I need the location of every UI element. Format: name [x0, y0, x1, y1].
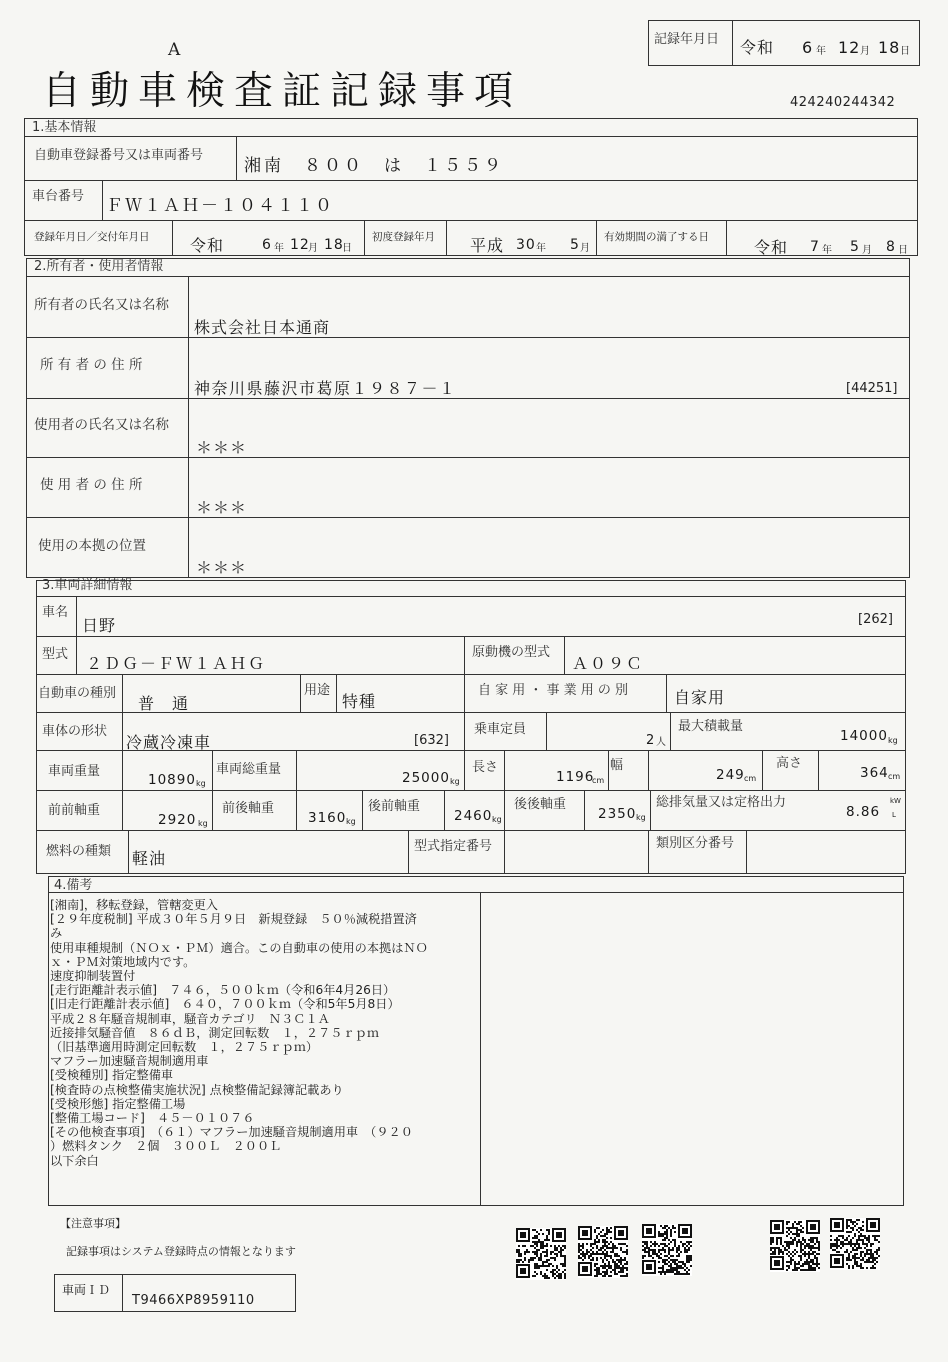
remarks-line: [旧走行距離計表示値] ６４０，７００ｋｍ（令和5年5月8日） [50, 997, 400, 1012]
remarks-line: [受検種別] 指定整備車 [50, 1068, 174, 1083]
usage-value: 特種 [342, 692, 377, 711]
document-page: A 自動車検査証記録事項 記録年月日 令和 6 年 12 月 18 日 424240244342 1.基本情報 自動車登録番号又は車両番号 湘南 ８００ は １５５９ 車台番号 ＦＷ１ＡＨ－１０４１１０ 登録年月日／交付年月日 令和 6 年 12 月 18 日 初度登録年月 平成 30 年 5 月 有効期間の満了する日 令和 7 年 5 月 8 日 2.所有者・使用者情報 所有者の氏名又は名称 株式会社日本通商 所 有 者 の 住 所 神奈川県藤沢市葛原１９８７－１ [44251] 使用者の氏名又は名称 ＊＊＊ 使 用 者 の 住 所 ＊＊＊ 使用の本拠の位置 ＊＊＊ 3.車両詳細情報 車名 日野 [262] 型式 ２ＤＧ－ＦＷ１ＡＨＧ 原動機の型式 Ａ０９Ｃ 自動車の種別 普 通 用途 特種 自 家 用 ・ 事 業 用 の 別 自家用 車体の形状 冷蔵冷凍車 [632] 乗車定員 2 人 最大積載量 14000 kg 車両重量 10890 kg 車両総重量 25000 kg 長さ 1196 cm 幅 249 cm 高さ 364 cm 前前軸重 2920 kg 前後軸重 3160 kg 後前軸重 2460 kg 後後軸重 2350 kg 総排気量又は定格出力 8.86 kW L 燃料の種類 軽油 型式指定番号 類別区分番号 4.備考 [湘南]，移転登録，管轄変更入 [２９年度税制] 平成３０年５月９日 新規登録 ５０％減税措置済 み 使用車種規制（ＮＯｘ・ＰＭ）適合。この自動車の使用の本拠はＮＯ ｘ・ＰＭ対策地域内です。 速度抑制装置付 [走行距離計表示値] ７４６，５００ｋｍ（令和6年4月26日） [旧走行距離計表示値] ６４０，７００ｋｍ（令和5年5月8日） 平成２８年騒音規制車，騒音カテゴリ Ｎ３Ｃ１Ａ 近接排気騒音値 ８６ｄＢ，測定回転数 １，２７５ｒｐｍ （旧基準適用時測定回転数 １，２７５ｒｐｍ） マフラー加速騒音規制適用車 [受検種別] 指定整備車 [検査時の点検整備実施状況] 点検整備記録簿記載あり [受検形態] 指定整備工場 [整備工場コード] ４５－０１０７６ [その他検査事項] （６１）マフラー加速騒音規制適用車 （９２０ ）燃料タンク ２個 ３００Ｌ ２００Ｌ 以下余白 【注意事項】 記録事項はシステム登録時点の情報となります 車両ＩＤ T9466XP8959110 [0, 0, 948, 1362]
private-value: 自家用 [674, 688, 726, 707]
body-label: 車体の形状 [42, 724, 108, 739]
record-date-label: 記録年月日 [654, 32, 720, 47]
notice-text: 記録事項はシステム登録時点の情報となります [66, 1245, 296, 1258]
engine-value: Ａ０９Ｃ [572, 654, 645, 673]
remarks-line: 使用車種規制（ＮＯｘ・ＰＭ）適合。この自動車の使用の本拠はＮＯ [50, 940, 428, 955]
reg-no-value: 湘南 ８００ は １５５９ [244, 156, 504, 176]
weight-label: 車両重量 [48, 764, 101, 779]
max-load-label: 最大積載量 [678, 719, 744, 734]
remarks-line: [湘南]，移転登録，管轄変更入 [50, 898, 218, 912]
owner-name-value: 株式会社日本通商 [194, 318, 331, 337]
chassis-value: ＦＷ１ＡＨ－１０４１１０ [106, 196, 334, 216]
fuel-value: 軽油 [132, 849, 167, 868]
base-location-label: 使用の本拠の位置 [38, 538, 146, 554]
section-vehicle-title: 3.車両詳細情報 [42, 578, 133, 593]
expiry-label: 有効期間の満了する日 [604, 231, 709, 243]
vehicle-id-label: 車両ＩＤ [62, 1283, 111, 1297]
base-location-value: ＊＊＊ [196, 558, 248, 577]
ff-axle-label: 前前軸重 [48, 803, 101, 818]
remarks-line: ｘ・ＰＭ対策地域内です。 [50, 954, 196, 969]
user-address-label: 使 用 者 の 住 所 [40, 477, 143, 493]
displacement-value: 8.86 [846, 804, 881, 820]
qr-code-icon [770, 1220, 820, 1272]
section-remarks-title: 4.備考 [54, 878, 93, 893]
category-label: 類別区分番号 [656, 836, 735, 851]
remarks-line: 平成２８年騒音規制車，騒音カテゴリ Ｎ３Ｃ１Ａ [50, 1011, 330, 1026]
user-address-value: ＊＊＊ [196, 498, 248, 517]
model-label: 型式 [42, 647, 69, 662]
owner-address-value: 神奈川県藤沢市葛原１９８７－１ [194, 379, 457, 398]
qr-code-icon [578, 1226, 628, 1278]
height-value: 364 [860, 765, 889, 781]
remarks-line: マフラー加速騒音規制適用車 [50, 1054, 209, 1069]
remarks-line: み [50, 926, 63, 941]
remarks-line: 近接排気騒音値 ８６ｄＢ，測定回転数 １，２７５ｒｐｍ [50, 1025, 380, 1040]
vehicle-name-code: [262] [858, 612, 893, 627]
width-label: 幅 [610, 758, 624, 773]
private-label: 自 家 用 ・ 事 業 用 の 別 [478, 683, 629, 698]
vehicle-id-value: T9466XP8959110 [132, 1293, 255, 1308]
document-number: 424240244342 [790, 95, 896, 110]
body-value: 冷蔵冷凍車 [126, 733, 212, 752]
rr-axle-label: 後後軸重 [514, 797, 567, 812]
remarks-line: [整備工場コード] ４５－０１０７６ [50, 1111, 255, 1126]
remarks-line: 速度抑制装置付 [50, 969, 136, 984]
rr-axle-value: 2350 [598, 806, 637, 822]
section-owner-title: 2.所有者・使用者情報 [34, 259, 164, 274]
gross-weight-label: 車両総重量 [216, 762, 282, 777]
remarks-line: 以下余白 [50, 1153, 99, 1168]
height-label: 高さ [776, 756, 803, 771]
reg-date-label: 登録年月日／交付年月日 [34, 231, 150, 243]
vehicle-name-label: 車名 [42, 605, 69, 620]
fuel-label: 燃料の種類 [46, 844, 112, 859]
user-name-label: 使用者の氏名又は名称 [34, 417, 169, 433]
qr-code-icon [516, 1228, 566, 1280]
length-label: 長さ [472, 760, 499, 775]
remarks-line: [走行距離計表示値] ７４６，５００ｋｍ（令和6年4月26日） [50, 983, 396, 998]
length-value: 1196 [556, 769, 595, 785]
qr-code-icon [642, 1224, 692, 1276]
usage-label: 用途 [304, 683, 331, 698]
remarks-line: [その他検査事項] （６１）マフラー加速騒音規制適用車 （９２０ [50, 1125, 413, 1140]
vehicle-name-value: 日野 [82, 616, 117, 635]
reg-no-label: 自動車登録番号又は車両番号 [34, 148, 204, 163]
record-date-month: 12 [838, 38, 861, 57]
record-date-era: 令和 [740, 38, 775, 57]
notice-title: 【注意事項】 [60, 1217, 126, 1230]
form-mark: A [168, 40, 181, 60]
body-code: [632] [414, 733, 449, 748]
remarks-line: [受検形態] 指定整備工場 [50, 1096, 186, 1111]
width-value: 249 [716, 767, 745, 783]
owner-name-label: 所有者の氏名又は名称 [34, 297, 169, 313]
engine-label: 原動機の型式 [472, 645, 551, 660]
remarks-line: [検査時の点検整備実施状況] 点検整備記録簿記載あり [50, 1082, 344, 1097]
model-value: ２ＤＧ－ＦＷ１ＡＨＧ [86, 654, 267, 673]
gross-weight-value: 25000 [402, 770, 450, 786]
kind-label: 自動車の種別 [38, 686, 117, 701]
page-title: 自動車検査証記録事項 [42, 69, 523, 114]
owner-address-code: [44251] [846, 381, 898, 396]
kind-value: 普 通 [138, 694, 190, 713]
owner-address-label: 所 有 者 の 住 所 [40, 357, 143, 373]
remarks-line: （旧基準適用時測定回転数 １，２７５ｒｐｍ） [50, 1040, 319, 1055]
fr-axle-value: 3160 [308, 810, 347, 826]
ff-axle-value: 2920 [158, 812, 197, 828]
record-date-year: 6 [802, 38, 814, 57]
section-basic-title: 1.基本情報 [32, 120, 97, 135]
displacement-label: 総排気量又は定格出力 [656, 795, 787, 810]
max-load-value: 14000 [840, 728, 888, 744]
first-reg-label: 初度登録年月 [372, 231, 435, 243]
capacity-value: 2 [646, 733, 656, 748]
chassis-label: 車台番号 [32, 189, 85, 204]
capacity-label: 乗車定員 [474, 722, 527, 737]
remarks-line: ）燃料タンク ２個 ３００Ｌ ２００Ｌ [50, 1139, 282, 1154]
rf-axle-value: 2460 [454, 808, 493, 824]
record-date-day: 18 [878, 38, 901, 57]
type-designation-label: 型式指定番号 [414, 839, 493, 854]
qr-code-icon [830, 1218, 880, 1270]
rf-axle-label: 後前軸重 [368, 799, 421, 814]
remarks-line: [２９年度税制] 平成３０年５月９日 新規登録 ５０％減税措置済 [50, 912, 417, 927]
weight-value: 10890 [148, 772, 196, 788]
remarks-text [50, 898, 480, 1168]
user-name-value: ＊＊＊ [196, 438, 248, 457]
fr-axle-label: 前後軸重 [222, 801, 275, 816]
